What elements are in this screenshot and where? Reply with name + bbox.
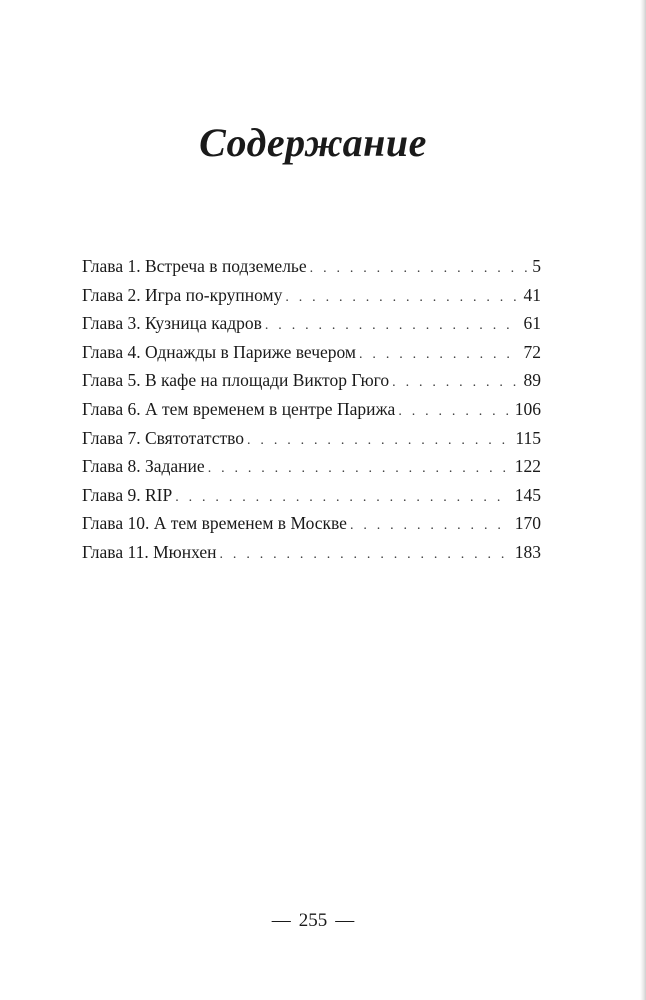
folio-dash-left: — — [271, 910, 291, 931]
toc-entry-page: 145 — [514, 484, 541, 505]
toc-entry — [82, 366, 541, 395]
toc-entry — [82, 309, 541, 338]
toc-entry-title: Глава 10. А тем временем в Москве — [82, 513, 347, 534]
toc-entry-title: Глава 4. Однажды в Париже вечером — [82, 341, 357, 362]
toc-dot-leader — [247, 427, 511, 456]
toc-dot-leader — [175, 484, 511, 513]
toc-entry-page: 89 — [523, 370, 541, 391]
toc-entry — [82, 281, 541, 310]
toc-entry-page: 106 — [514, 398, 541, 419]
toc-dot-leader — [220, 541, 511, 570]
toc-entry — [82, 538, 541, 567]
toc-entry-title: Глава 11. Мюнхен — [82, 541, 217, 562]
toc-entry-page: 5 — [532, 256, 541, 276]
toc-dot-leader — [285, 284, 519, 313]
toc-entry-title: Глава 1. Встреча в подземелье — [82, 256, 307, 276]
toc-entry-page: 61 — [523, 313, 541, 334]
toc-entry — [82, 252, 541, 281]
toc-dot-leader — [265, 312, 520, 341]
toc-dot-leader — [398, 398, 510, 427]
page-number — [0, 910, 626, 932]
toc-entry — [82, 481, 541, 510]
toc-entry-title: Глава 3. Кузница кадров — [82, 313, 262, 334]
toc-entry-page: 170 — [514, 513, 541, 534]
toc-dot-leader — [208, 455, 511, 484]
toc-entry-title: Глава 5. В кафе на площади Виктор Гюго — [82, 370, 390, 391]
toc-entry-page: 115 — [515, 427, 541, 448]
toc-entry-title: Глава 7. Святотатство — [82, 427, 245, 448]
toc-entry — [82, 424, 541, 453]
folio-number: 255 — [298, 910, 328, 931]
toc-entry-page: 72 — [523, 341, 541, 362]
toc-dot-leader — [350, 512, 511, 541]
toc-entry — [82, 509, 541, 538]
toc-entry-title: Глава 9. RIP — [82, 484, 173, 505]
toc-entry-title: Глава 6. А тем временем в центре Парижа — [82, 398, 396, 419]
page-title: Содержание — [199, 119, 427, 165]
toc-entry — [82, 395, 541, 424]
toc-entry-page: 122 — [514, 456, 541, 477]
toc-entry-page: 41 — [523, 284, 541, 305]
toc-entry-title: Глава 2. Игра по-крупному — [82, 284, 283, 305]
toc-dot-leader — [310, 255, 529, 284]
table-of-contents — [82, 252, 541, 567]
toc-entry — [82, 338, 541, 367]
toc-entry-page: 183 — [514, 541, 541, 562]
page-edge — [640, 0, 646, 1000]
toc-entry-title: Глава 8. Задание — [82, 456, 205, 477]
toc-dot-leader — [392, 369, 519, 398]
toc-entry — [82, 452, 541, 481]
toc-dot-leader — [359, 341, 519, 370]
folio-dash-right: — — [335, 910, 355, 931]
